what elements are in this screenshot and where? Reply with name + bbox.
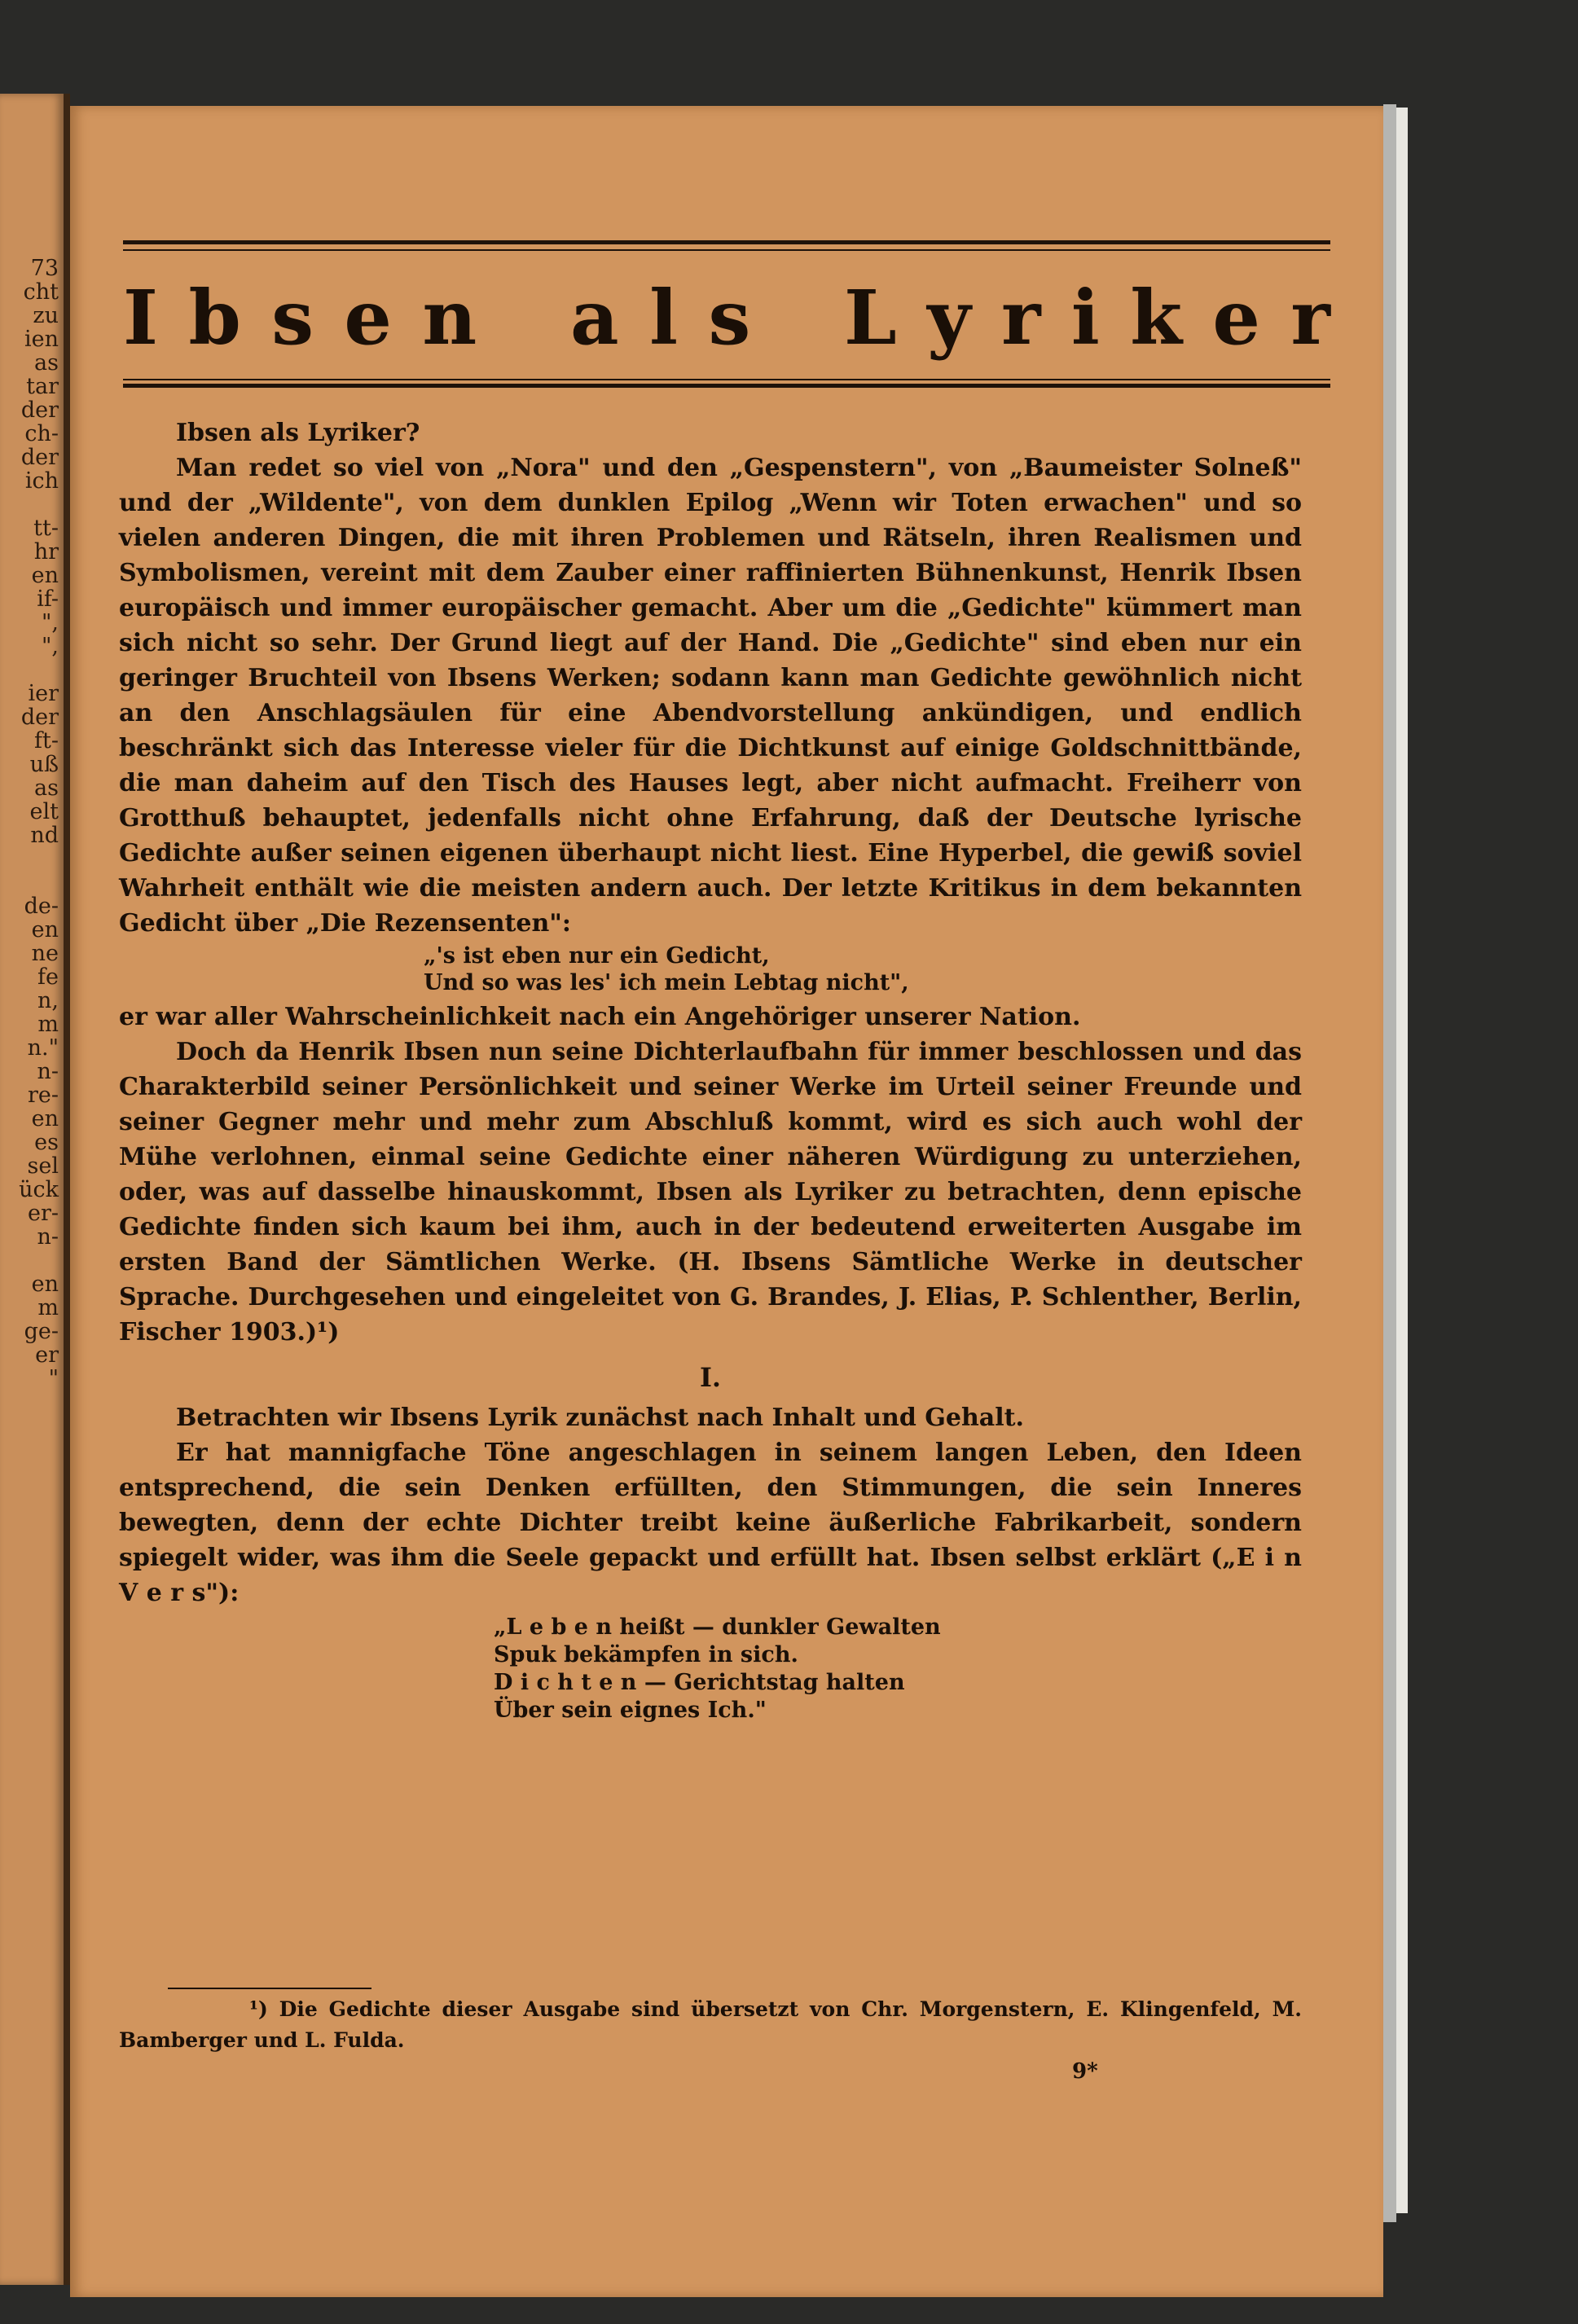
left-fragment — [19, 658, 59, 682]
left-fragment: en — [31, 1106, 59, 1131]
title-letter: l — [649, 274, 679, 362]
verse-line: D i c h t e n — Gerichtstag halten — [494, 1670, 905, 1695]
left-fragment: n." — [27, 1035, 59, 1061]
title-letter: a — [570, 274, 619, 362]
left-fragment: n- — [37, 1224, 59, 1250]
paragraph: er war aller Wahrscheinlichkeit nach ein Angehöriger unserer Nation. — [119, 1003, 1081, 1031]
title-letter: L — [844, 274, 897, 362]
left-fragment: en — [31, 917, 59, 942]
left-fragment: er- — [27, 1201, 59, 1226]
left-fragment: de- — [24, 894, 59, 919]
left-fragment: elt — [29, 799, 59, 824]
title-letter: e — [1212, 274, 1260, 362]
left-page-fragments — [19, 257, 59, 1390]
left-fragment: m — [37, 1012, 59, 1037]
left-fragment: m — [37, 1295, 59, 1320]
left-fragment: es — [34, 1130, 59, 1155]
left-fragment: ich — [24, 468, 59, 494]
opening-question: Ibsen als Lyriker? — [176, 419, 420, 447]
paragraph: Doch da Henrik Ibsen nun seine Dichterlaufbahn für immer beschlossen und das Charakterbild seiner Persönlichkeit und seiner Werke im Urteil seiner Freunde und seiner Gegner mehr und mehr zum Abschluß kommt, wird es sich auch wohl der Mühe verlohnen, einmal seine Gedichte einer näheren Würdigung zu unterziehen, oder, was auf dasselbe hinauskommt, Ibsen als Lyriker zu betrachten, denn epische Gedichte finden sich kaum bei ihm, auch in der bedeutend erweiterten Ausgabe im ersten Band der Sämtlichen Werke. (H. Ibsens Sämtliche Werke in deutscher Sprache. Durchgesehen und eingeleitet von G. Brandes, J. Elias, P. Schlenther, Berlin, Fischer 1903.)¹) — [119, 1038, 1302, 1347]
title-rule-top-thick — [123, 240, 1330, 244]
rezensenten-quote — [424, 942, 1302, 996]
left-fragment: ück — [19, 1177, 59, 1202]
left-fragment: ge- — [24, 1319, 59, 1344]
left-fragment: der — [20, 398, 59, 423]
left-page-edge — [0, 94, 64, 2285]
section-heading: I. — [699, 1362, 722, 1393]
verse-line: „L e b e n heißt — dunkler Gewalten — [494, 1614, 941, 1640]
title-rule-bottom-thick — [123, 384, 1330, 388]
left-fragment: ", — [41, 610, 59, 635]
title-letter: r — [1001, 274, 1041, 362]
left-fragment: der — [20, 445, 59, 470]
left-fragment: n, — [37, 988, 59, 1013]
title-rule-top-thin — [123, 249, 1330, 251]
title-letter: e — [344, 274, 392, 362]
paragraph: Betrachten wir Ibsens Lyrik zunächst nach Inhalt und Gehalt. — [176, 1404, 1024, 1432]
quote-line: Und so was les' ich mein Lebtag nicht", — [424, 970, 909, 995]
left-fragment: as — [34, 350, 59, 376]
footnote: ¹) Die Gedichte dieser Ausgabe sind übersetzt von Chr. Morgenstern, E. Klingenfeld, M. Bamberger und L. Fulda. — [119, 1997, 1302, 2052]
left-fragment — [19, 847, 59, 871]
title-rule-bottom-thin — [123, 379, 1330, 380]
left-fragment: der — [20, 705, 59, 730]
left-fragment: ch- — [24, 421, 59, 446]
title-letter: y — [927, 274, 971, 362]
left-fragment: 73 — [30, 256, 59, 281]
left-fragment: zu — [33, 303, 59, 328]
left-fragment: cht — [23, 279, 59, 305]
quote-line: „'s ist eben nur ein Gedicht, — [424, 943, 770, 969]
left-fragment: en — [31, 563, 59, 588]
left-fragment: sel — [27, 1153, 59, 1179]
left-fragment: nd — [30, 823, 59, 848]
left-fragment: ier — [28, 681, 59, 706]
left-fragment: ", — [41, 634, 59, 659]
left-fragment: n- — [37, 1059, 59, 1084]
title-letter: s — [708, 274, 751, 362]
page-edge-grey — [1383, 104, 1396, 2222]
left-fragment — [19, 493, 59, 516]
left-fragment: uß — [29, 752, 59, 777]
left-fragment: re- — [27, 1083, 59, 1108]
left-fragment: as — [34, 775, 59, 801]
footnote-rule — [168, 1988, 371, 1989]
paragraph: Man redet so viel von „Nora" und den „Gespenstern", von „Baumeister Solneß" und der „Wildente", von dem dunklen Epilog „Wenn wir Toten erwachen" und so vielen anderen Dingen, die mit ihren Problemen und Rätseln, ihren Realismen und Symbolismen, vereint mit dem Zauber einer raffinierten Bühnenkunst, Henrik Ibsen europäisch und immer europäischer gemacht. Aber um die „Gedichte" kümmert man sich nicht so sehr. Der Grund liegt auf der Hand. Die „Gedichte" sind eben nur ein geringer Bruchteil von Ibsens Werken; sodann kann man Gedichte gewöhnlich nicht an den Anschlagsäulen für eine Abendvorstellung ankündigen, und endlich beschränkt sich das Interesse vieler für die Dichtkunst auf einige Goldschnittbände, die man daheim auf den Tisch des Hauses legt, aber nicht aufmacht. Freiherr von Grotthuß behauptet, jedenfalls nicht ohne Erfahrung, daß der Deutsche lyrische Gedichte außer seinen eigenen überhaupt nicht liest. Eine Hyperbel, die gewiß soviel Wahrheit enthält wie die meisten andern auch. Der letzte Kritikus in dem bekannten Gedicht über „Die Rezensenten": — [119, 454, 1302, 938]
book-gutter — [64, 94, 70, 2285]
title-letter: I — [123, 274, 159, 362]
left-fragment: if- — [37, 586, 59, 612]
title-letter: r — [1290, 274, 1330, 362]
page-title — [123, 273, 1330, 362]
left-fragment: ne — [31, 941, 59, 966]
signature-mark: 9* — [1072, 2059, 1098, 2084]
left-fragment — [19, 1249, 59, 1272]
left-fragment: er — [35, 1342, 59, 1368]
page-edge-white — [1396, 108, 1408, 2213]
title-letter: s — [271, 274, 314, 362]
title-letter: b — [188, 274, 241, 362]
left-fragment: tar — [26, 374, 59, 399]
left-fragment: tt- — [33, 516, 59, 541]
article-body — [119, 415, 1302, 1728]
title-letter: i — [1070, 274, 1100, 362]
left-fragment: ft- — [34, 728, 59, 753]
left-fragment — [19, 871, 59, 894]
verse-line: Spuk bekämpfen in sich. — [494, 1642, 798, 1667]
title-letter: k — [1130, 274, 1183, 362]
left-fragment: fe — [37, 964, 59, 990]
paragraph: Er hat mannigfache Töne angeschlagen in seinem langen Leben, den Ideen entsprechend, die sein Denken erfüllten, den Stimmungen, die sein Inneres bewegten, denn der echte Dichter treibt keine äußerliche Fabrikarbeit, sondern spiegelt wider, was ihm die Seele gepackt und erfüllt hat. Ibsen selbst erklärt („E i n V e r s"): — [119, 1439, 1302, 1607]
left-fragment: en — [31, 1272, 59, 1297]
verse-line: Über sein eignes Ich." — [494, 1698, 767, 1723]
right-page — [70, 106, 1383, 2297]
verse-quote — [494, 1614, 1302, 1724]
left-fragment: " — [48, 1366, 59, 1391]
left-fragment: hr — [33, 539, 59, 565]
left-fragment: ien — [24, 327, 59, 352]
title-letter: n — [422, 274, 477, 362]
